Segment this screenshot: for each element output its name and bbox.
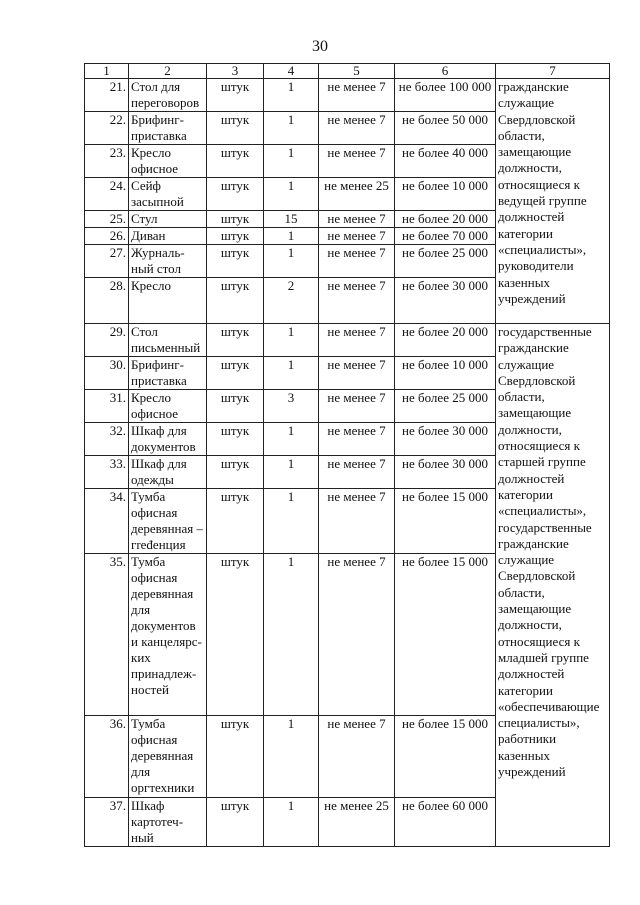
item-quantity: 1 — [264, 245, 319, 278]
item-service-life: не менее 7 — [319, 79, 395, 112]
item-service-life: не менее 7 — [319, 324, 395, 357]
item-price: не более 10 000 — [395, 357, 496, 390]
item-name: Кресло — [129, 278, 207, 324]
header-cell: 3 — [207, 64, 264, 79]
header-cell: 5 — [319, 64, 395, 79]
category-cell-group-1: гражданские служащие Свердловской области, замещающие должности, относящиеся к ведущей группе должностей категории «специалисты», руководители казенных учреждений — [496, 79, 610, 324]
item-price: не более 20 000 — [395, 324, 496, 357]
item-quantity: 1 — [264, 489, 319, 554]
item-price: не более 15 000 — [395, 554, 496, 716]
item-quantity: 1 — [264, 423, 319, 456]
item-name: Брифинг-приставка — [129, 112, 207, 145]
item-unit: штук — [207, 554, 264, 716]
item-price: не более 40 000 — [395, 145, 496, 178]
item-name: Шкаф для документов — [129, 423, 207, 456]
item-price: не более 30 000 — [395, 423, 496, 456]
item-unit: штук — [207, 357, 264, 390]
item-name: Тумба офисная деревянная для оргтехники — [129, 716, 207, 798]
item-service-life: не менее 25 — [319, 178, 395, 211]
item-unit: штук — [207, 278, 264, 324]
header-cell: 6 — [395, 64, 496, 79]
item-service-life: не менее 7 — [319, 554, 395, 716]
item-service-life: не менее 7 — [319, 423, 395, 456]
row-number: 24. — [85, 178, 129, 211]
row-number: 33. — [85, 456, 129, 489]
item-quantity: 1 — [264, 145, 319, 178]
header-row — [85, 64, 610, 79]
item-service-life: не менее 7 — [319, 145, 395, 178]
item-service-life: не менее 7 — [319, 357, 395, 390]
item-name: Диван — [129, 228, 207, 245]
item-price: не более 15 000 — [395, 716, 496, 798]
row-number: 27. — [85, 245, 129, 278]
row-number: 28. — [85, 278, 129, 324]
item-name: Тумба офисная деревянная для документов и канцелярс-ких принадлеж-ностей — [129, 554, 207, 716]
item-price: не более 25 000 — [395, 245, 496, 278]
header-cell: 4 — [264, 64, 319, 79]
item-name: Брифинг-приставка — [129, 357, 207, 390]
item-price: не более 50 000 — [395, 112, 496, 145]
row-number: 36. — [85, 716, 129, 798]
item-quantity: 1 — [264, 112, 319, 145]
item-unit: штук — [207, 390, 264, 423]
item-price: не более 10 000 — [395, 178, 496, 211]
item-unit: штук — [207, 245, 264, 278]
item-name: Сейф засыпной — [129, 178, 207, 211]
item-service-life: не менее 7 — [319, 456, 395, 489]
item-price: не более 30 000 — [395, 278, 496, 324]
item-unit: штук — [207, 112, 264, 145]
row-number: 29. — [85, 324, 129, 357]
norms-table — [84, 63, 610, 847]
item-unit: штук — [207, 79, 264, 112]
item-unit: штук — [207, 178, 264, 211]
item-service-life: не менее 7 — [319, 228, 395, 245]
item-price: не более 100 000 — [395, 79, 496, 112]
row-number: 23. — [85, 145, 129, 178]
item-price: не более 15 000 — [395, 489, 496, 554]
item-unit: штук — [207, 489, 264, 554]
item-service-life: не менее 7 — [319, 211, 395, 228]
row-number: 21. — [85, 79, 129, 112]
item-quantity: 1 — [264, 228, 319, 245]
item-service-life: не менее 7 — [319, 489, 395, 554]
item-unit: штук — [207, 228, 264, 245]
item-unit: штук — [207, 798, 264, 847]
row-number: 25. — [85, 211, 129, 228]
item-name: Стул — [129, 211, 207, 228]
row-number: 22. — [85, 112, 129, 145]
row-number: 35. — [85, 554, 129, 716]
item-service-life: не менее 7 — [319, 112, 395, 145]
page-number: 30 — [312, 38, 328, 55]
row-number: 34. — [85, 489, 129, 554]
item-quantity: 2 — [264, 278, 319, 324]
table-row — [85, 324, 610, 357]
item-name: Кресло офисное — [129, 390, 207, 423]
item-name: Стол для переговоров — [129, 79, 207, 112]
row-number: 32. — [85, 423, 129, 456]
item-unit: штук — [207, 324, 264, 357]
item-quantity: 1 — [264, 178, 319, 211]
item-service-life: не менее 7 — [319, 278, 395, 324]
item-quantity: 1 — [264, 716, 319, 798]
header-cell: 1 — [85, 64, 129, 79]
item-quantity: 1 — [264, 79, 319, 112]
item-quantity: 1 — [264, 456, 319, 489]
item-unit: штук — [207, 423, 264, 456]
item-price: не более 30 000 — [395, 456, 496, 489]
header-cell: 7 — [496, 64, 610, 79]
item-quantity: 1 — [264, 324, 319, 357]
item-quantity: 1 — [264, 798, 319, 847]
item-unit: штук — [207, 145, 264, 178]
item-name: Шкаф картотеч-ный — [129, 798, 207, 847]
table-row — [85, 79, 610, 112]
row-number: 37. — [85, 798, 129, 847]
item-service-life: не менее 25 — [319, 798, 395, 847]
item-unit: штук — [207, 456, 264, 489]
item-service-life: не менее 7 — [319, 390, 395, 423]
item-quantity: 1 — [264, 357, 319, 390]
item-quantity: 1 — [264, 554, 319, 716]
item-quantity: 3 — [264, 390, 319, 423]
item-name: Шкаф для одежды — [129, 456, 207, 489]
row-number: 26. — [85, 228, 129, 245]
item-price: не более 70 000 — [395, 228, 496, 245]
item-service-life: не менее 7 — [319, 716, 395, 798]
item-price: не более 25 000 — [395, 390, 496, 423]
item-unit: штук — [207, 211, 264, 228]
item-name: Журналь-ный стол — [129, 245, 207, 278]
item-quantity: 15 — [264, 211, 319, 228]
header-cell: 2 — [129, 64, 207, 79]
item-service-life: не менее 7 — [319, 245, 395, 278]
item-price: не более 20 000 — [395, 211, 496, 228]
row-number: 30. — [85, 357, 129, 390]
row-number: 31. — [85, 390, 129, 423]
item-name: Тумба офисная деревянная – гređенция — [129, 489, 207, 554]
item-name: Кресло офисное — [129, 145, 207, 178]
item-price: не более 60 000 — [395, 798, 496, 847]
item-unit: штук — [207, 716, 264, 798]
item-name: Стол письменный — [129, 324, 207, 357]
category-cell-group-2: государственные гражданские служащие Свердловской области, замещающие должности, относящиеся к старшей группе должностей категории «специалисты», государственные гражданские служащие Свердловской области, замещающие должности, относящиеся к младшей группе должностей категории «обеспечивающие специалисты», работники казенных учреждений — [496, 324, 610, 847]
